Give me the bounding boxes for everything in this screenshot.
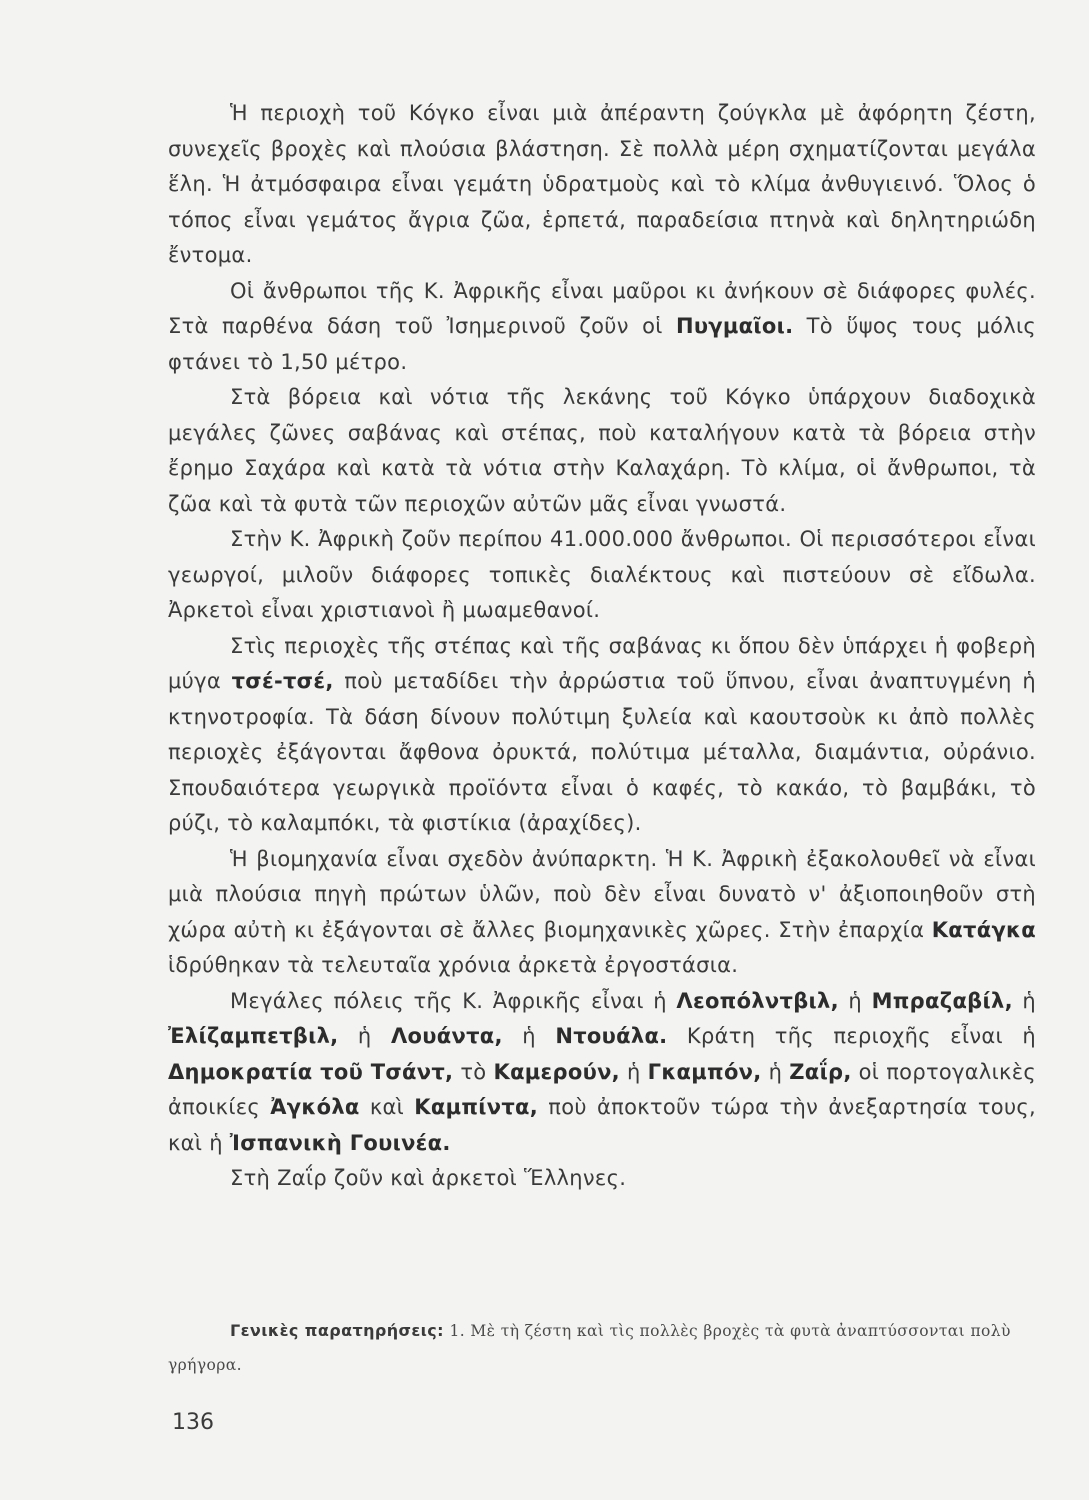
text-run: ἡ <box>502 1024 556 1048</box>
bold-term: Λουάντα, <box>391 1024 503 1048</box>
bold-term: Κατάγκα <box>931 917 1036 942</box>
text-run: Κράτη τῆς περιοχῆς εἶναι ἡ <box>667 1024 1037 1048</box>
bold-term: Μπραζαβίλ, <box>871 988 1013 1013</box>
bold-term: Ἐλίζαμπετβιλ, <box>168 1024 339 1048</box>
text-run: ἡ <box>838 988 872 1013</box>
bold-term: Ἰσπανικὴ Γουινέα. <box>229 1130 451 1155</box>
paragraph <box>168 629 1036 842</box>
bold-term: Πυγμαῖοι. <box>675 314 794 338</box>
paragraph <box>168 842 1036 984</box>
paragraph <box>168 380 1036 522</box>
text-run: ἡ <box>338 1024 391 1048</box>
text-run: Στὴ Ζαΐρ ζοῦν καὶ ἀρκετοὶ Ἕλληνες. <box>230 1166 627 1190</box>
text-run: ἡ <box>761 1059 790 1084</box>
text-run: ἱδρύθηκαν τὰ τελευταῖα χρόνια ἀρκετὰ ἐργοστάσια. <box>168 953 739 977</box>
text-run: Τὸ ὕψος τους μόλις φτάνει τὸ 1,50 μέτρο. <box>168 314 1036 374</box>
text-run: οἱ πορτογαλικὲς ἀποικίες <box>168 1059 1037 1119</box>
paragraph <box>168 522 1036 629</box>
bold-term: Γκαμπόν, <box>647 1059 762 1084</box>
text-run: τὸ <box>453 1059 494 1084</box>
paragraph <box>168 96 1036 274</box>
text-run: Στὴν Κ. Ἀφρικὴ ζοῦν περίπου 41.000.000 ἄνθρωποι. Οἱ περισσότεροι εἶναι γεωργοί, μιλοῦν διάφορες τοπικὲς διαλέκτους καὶ πιστεύουν σὲ εἴδωλα. Ἀρκετοὶ εἶναι χριστιανοὶ ἢ μωαμεθανοί. <box>168 527 1036 622</box>
bold-term: Λεοπόλντβιλ, <box>676 988 839 1013</box>
text-run: ἡ <box>1012 988 1036 1013</box>
bold-term: Καμερούν, <box>493 1059 620 1084</box>
paragraph <box>168 984 1036 1162</box>
page-number: 136 <box>172 1410 214 1435</box>
notes-label: Γενικὲς παρατηρήσεις: <box>230 1321 444 1340</box>
text-run: ποὺ μεταδίδει τὴν ἀρρώστια τοῦ ὕπνου, εἶναι ἀναπτυγμένη ἡ κτηνοτροφία. Τὰ δάση δίνουν πολύτιμη ξυλεία καὶ καουτσοὺκ κι ἀπὸ πολλὲς περιοχὲς ἐξάγονται ἄφθονα ὀρυκτά, πολύτιμα μέταλλα, διαμάντια, οὐράνιο. Σπουδαιότερα γεωργικὰ προϊόντα εἶναι ὁ καφές, τὸ κακάο, τὸ βαμβάκι, τὸ ρύζι, τὸ καλαμπόκι, τὰ φιστίκια (ἀραχίδες). <box>168 669 1036 835</box>
text-run: Ἡ βιομηχανία εἶναι σχεδὸν ἀνύπαρκτη. Ἡ Κ. Ἀφρικὴ ἐξακολουθεῖ νὰ εἶναι μιὰ πλούσια πηγὴ πρώτων ὑλῶν, ποὺ δὲν εἶναι δυνατὸ ν' ἀξιοποιηθοῦν στὴ χώρα αὐτὴ κι ἐξάγονται σὲ ἄλλες βιομηχανικὲς χῶρες. Στὴν ἐπαρχία <box>168 846 1036 942</box>
bold-term: τσέ-τσέ, <box>231 669 334 693</box>
notes-text: 1. Μὲ τὴ ζέστη καὶ τὶς πολλὲς βροχὲς τὰ φυτὰ ἀναπτύσσονται πολὺ γρήγορα. <box>168 1322 1011 1374</box>
bold-term: Ἀγκόλα <box>270 1095 360 1119</box>
text-run: Οἱ ἄνθρωποι τῆς Κ. Ἀφρικῆς εἶναι μαῦροι κι ἀνήκουν σὲ διάφορες φυλές. Στὰ παρθένα δάση τοῦ Ἰσημερινοῦ ζοῦν οἱ <box>168 278 1036 338</box>
bold-term: Δημοκρατία τοῦ Τσάντ, <box>168 1059 454 1084</box>
text-run: καὶ <box>359 1095 415 1119</box>
text-run: ἡ <box>619 1059 648 1084</box>
text-run: ποὺ ἀποκτοῦν τώρα τὴν ἀνεξαρτησία τους, καὶ ἡ <box>168 1095 1036 1155</box>
text-run: Ἡ περιοχὴ τοῦ Κόγκο εἶναι μιὰ ἀπέραντη ζούγκλα μὲ ἀφόρητη ζέστη, συνεχεῖς βροχὲς καὶ πλούσια βλάστηση. Σὲ πολλὰ μέρη σχηματίζονται μεγάλα ἕλη. Ἡ ἀτμόσφαιρα εἶναι γεμάτη ὑδρατμοὺς καὶ τὸ κλίμα ἀνθυγιεινό. Ὅλος ὁ τόπος εἶναι γεμάτος ἄγρια ζῶα, ἑρπετά, παραδείσια πτηνὰ καὶ δηλητηριώδη ἔντομα. <box>168 101 1036 267</box>
bold-term: Ντουάλα. <box>555 1024 668 1048</box>
general-notes <box>168 1314 1038 1382</box>
text-run: Στὶς περιοχὲς τῆς στέπας καὶ τῆς σαβάνας κι ὅπου δὲν ὑπάρχει ἡ φοβερὴ μύγα <box>168 633 1036 693</box>
paragraph <box>168 1161 1036 1197</box>
bold-term: Ζαΐρ, <box>789 1059 852 1084</box>
body-text <box>168 96 1036 1197</box>
paragraph <box>168 274 1036 381</box>
bold-term: Καμπίντα, <box>414 1095 539 1119</box>
text-run: Στὰ βόρεια καὶ νότια τῆς λεκάνης τοῦ Κόγκο ὑπάρχουν διαδοχικὰ μεγάλες ζῶνες σαβάνας καὶ στέπας, ποὺ καταλήγουν κατὰ τὰ βόρεια στὴν ἔρημο Σαχάρα καὶ κατὰ τὰ νότια στὴν Καλαχάρη. Τὸ κλίμα, οἱ ἄνθρωποι, τὰ ζῶα καὶ τὰ φυτὰ τῶν περιοχῶν αὐτῶν μᾶς εἶναι γνωστά. <box>168 385 1036 516</box>
text-run: Μεγάλες πόλεις τῆς Κ. Ἀφρικῆς εἶναι ἡ <box>230 988 677 1013</box>
